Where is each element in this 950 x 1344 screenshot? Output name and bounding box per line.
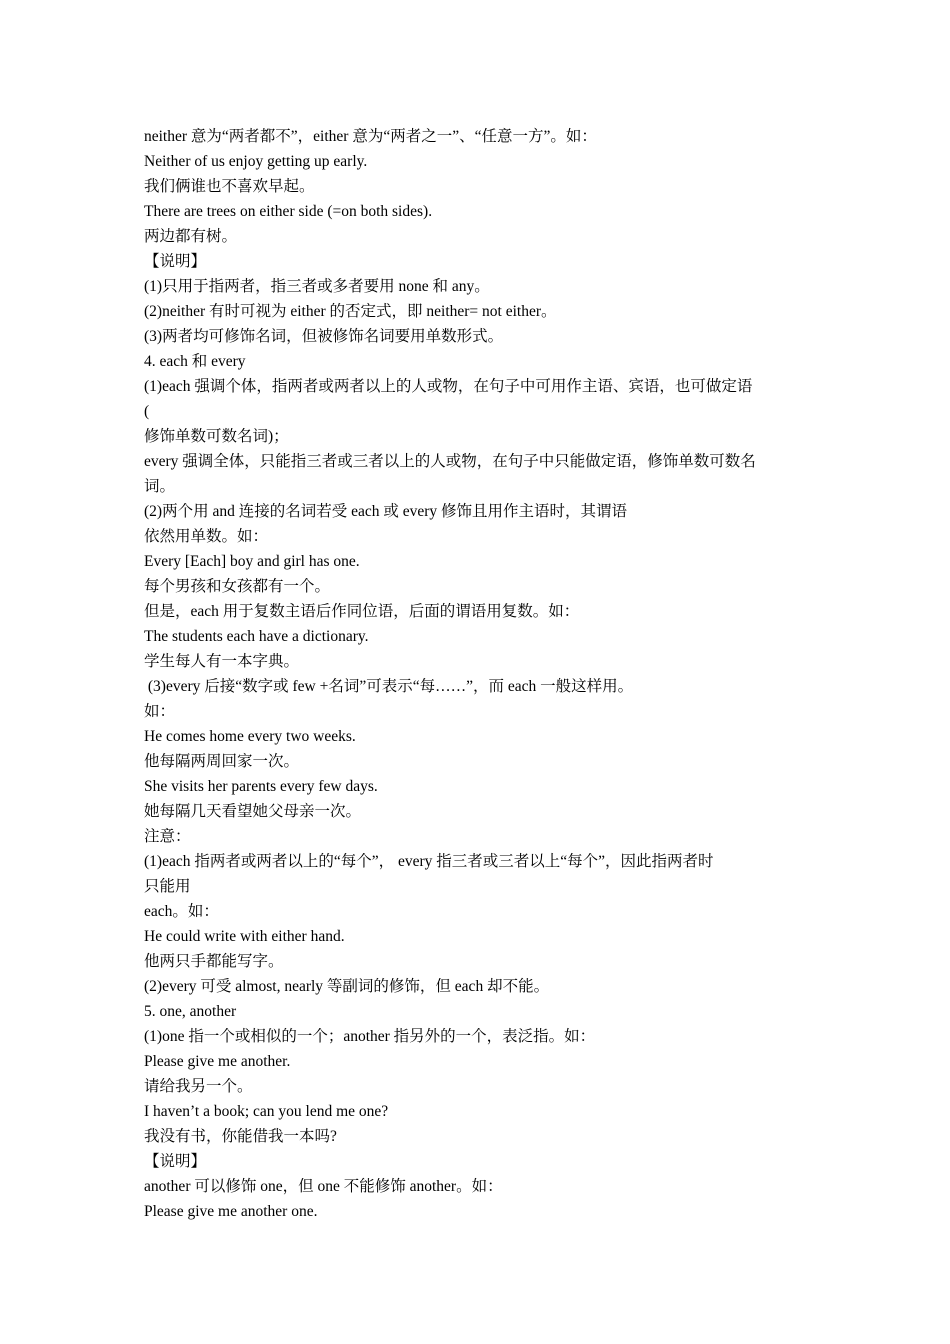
text-line: (3)every 后接“数字或 few +名词”可表示“每……”，而 each 一般这样用。 xyxy=(144,678,634,695)
text-line: every 强调全体，只能指三者或三者以上的人或物，在句子中只能做定语，修饰单数可数名 xyxy=(144,453,756,470)
text-line: 她每隔几天看望她父母亲一次。 xyxy=(144,803,362,820)
section-note-heading: 【说明】 xyxy=(144,253,207,270)
text-line: 如： xyxy=(144,703,176,720)
text-line: (1)each 指两者或两者以上的“每个”， every 指三者或三者以上“每个”，因此指两者时 xyxy=(144,853,714,870)
section-heading: 5. one, another xyxy=(144,1003,237,1020)
text-line: 词。 xyxy=(144,478,176,495)
text-line: (2)两个用 and 连接的名词若受 each 或 every 修饰且用作主语时，其谓语 xyxy=(144,503,628,520)
text-line: I haven’t a book; can you lend me one? xyxy=(144,1103,389,1120)
text-line: Please give me another. xyxy=(144,1053,291,1070)
text-line: He comes home every two weeks. xyxy=(144,728,356,745)
document-body xyxy=(144,124,810,1224)
section-heading: 4. each 和 every xyxy=(144,353,246,370)
text-line: Please give me another one. xyxy=(144,1203,318,1220)
text-line: (2)neither 有时可视为 either 的否定式，即 neither= not either。 xyxy=(144,303,557,320)
text-line: She visits her parents every few days. xyxy=(144,778,378,795)
text-line: 他两只手都能写字。 xyxy=(144,953,284,970)
text-line: (1)one 指一个或相似的一个；another 指另外的一个，表泛指。如： xyxy=(144,1028,596,1045)
text-line: (2)every 可受 almost, nearly 等副词的修饰，但 each 却不能。 xyxy=(144,978,550,995)
text-line: ( xyxy=(144,403,150,420)
text-line: 我没有书，你能借我一本吗? xyxy=(144,1128,337,1145)
text-line: There are trees on either side (=on both sides). xyxy=(144,203,433,220)
text-line: 请给我另一个。 xyxy=(144,1078,253,1095)
text-line: The students each have a dictionary. xyxy=(144,628,369,645)
text-line: He could write with either hand. xyxy=(144,928,345,945)
text-line: 两边都有树。 xyxy=(144,228,238,245)
text-line: each。如： xyxy=(144,903,219,920)
text-line: Neither of us enjoy getting up early. xyxy=(144,153,368,170)
text-line: 修饰单数可数名词)； xyxy=(144,428,289,445)
text-line: (3)两者均可修饰名词，但被修饰名词要用单数形式。 xyxy=(144,328,504,345)
text-line: 每个男孩和女孩都有一个。 xyxy=(144,578,331,595)
text-line: (1)只用于指两者，指三者或多者要用 none 和 any。 xyxy=(144,278,490,295)
text-line: Every [Each] boy and girl has one. xyxy=(144,553,360,570)
text-line: neither 意为“两者都不”，either 意为“两者之一”、“任意一方”。如： xyxy=(144,128,597,145)
note-heading: 注意： xyxy=(144,828,191,845)
section-note-heading: 【说明】 xyxy=(144,1153,207,1170)
text-line: 但是，each 用于复数主语后作同位语，后面的谓语用复数。如： xyxy=(144,603,580,620)
text-line: 他每隔两周回家一次。 xyxy=(144,753,300,770)
text-line: 学生每人有一本字典。 xyxy=(144,653,300,670)
text-line: 依然用单数。如： xyxy=(144,528,269,545)
text-line: 只能用 xyxy=(144,878,191,895)
text-line: (1)each 强调个体，指两者或两者以上的人或物，在句子中可用作主语、宾语，也可做定语 xyxy=(144,378,753,395)
text-line: 我们俩谁也不喜欢早起。 xyxy=(144,178,315,195)
text-line: another 可以修饰 one，但 one 不能修饰 another。如： xyxy=(144,1178,503,1195)
